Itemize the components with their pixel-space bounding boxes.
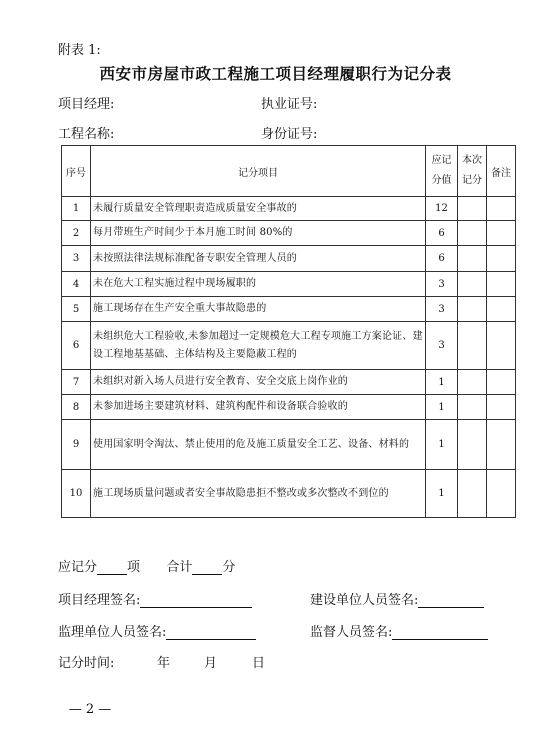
row-item: 施工现场质量问题或者安全事故隐患拒不整改或多次整改不到位的 [91, 470, 426, 518]
row-score: 12 [426, 197, 458, 221]
month-label: 月 [204, 656, 218, 671]
table-row [62, 272, 516, 297]
items-unit: 项 [127, 560, 141, 575]
inspector-signature-line [310, 621, 488, 640]
row-number: 3 [62, 246, 91, 272]
pm-signature-field[interactable] [140, 593, 252, 608]
table-row [62, 297, 516, 322]
project-manager-label: 项目经理: [58, 97, 115, 112]
row-score: 1 [426, 420, 458, 470]
should-score-label: 应记分 [58, 560, 98, 575]
day-label: 日 [252, 656, 266, 671]
row-remark[interactable] [487, 322, 516, 370]
row-remark[interactable] [487, 221, 516, 246]
pm-signature-label: 项目经理签名: [58, 593, 141, 608]
row-score: 6 [426, 221, 458, 246]
row-item: 未在危大工程实施过程中现场履职的 [91, 272, 426, 297]
row-item: 施工现场存在生产安全重大事故隐患的 [91, 297, 426, 322]
table-row [62, 221, 516, 246]
header-current-line1: 本次 [462, 155, 482, 166]
row-number: 9 [62, 420, 91, 470]
supervision-signature-field[interactable] [166, 625, 256, 640]
owner-signature-label: 建设单位人员签名: [310, 593, 419, 608]
row-current-score[interactable] [458, 221, 487, 246]
table-row [62, 370, 516, 395]
row-current-score[interactable] [458, 370, 487, 395]
row-remark[interactable] [487, 395, 516, 420]
row-item: 未按照法律法规标准配备专职安全管理人员的 [91, 246, 426, 272]
table-row [62, 395, 516, 420]
row-current-score[interactable] [458, 297, 487, 322]
row-current-score[interactable] [458, 420, 487, 470]
row-number: 5 [62, 297, 91, 322]
row-item: 未组织危大工程验收,未参加超过一定规模危大工程专项施工方案论证、建设工程地基基础、主体结构及主要隐蔽工程的 [91, 322, 426, 370]
row-item: 未参加进场主要建筑材料、建筑构配件和设备联合验收的 [91, 395, 426, 420]
item-count-field[interactable] [97, 560, 127, 575]
row-item: 未履行质量安全管理职责造成质量安全事故的 [91, 197, 426, 221]
row-score: 6 [426, 246, 458, 272]
row-current-score[interactable] [458, 470, 487, 518]
header-number: 序号 [62, 146, 91, 197]
row-item: 使用国家明令淘汰、禁止使用的危及施工质量安全工艺、设备、材料的 [91, 420, 426, 470]
total-label: 合计 [166, 560, 193, 575]
project-name-label: 工程名称: [58, 127, 115, 142]
table-row [62, 197, 516, 221]
row-score: 1 [426, 470, 458, 518]
row-current-score[interactable] [458, 197, 487, 221]
header-score [426, 146, 458, 197]
row-current-score[interactable] [458, 272, 487, 297]
row-item: 每月带班生产时间少于本月施工时间 80%的 [91, 221, 426, 246]
row-current-score[interactable] [458, 395, 487, 420]
row-number: 1 [62, 197, 91, 221]
table-row [62, 420, 516, 470]
scoring-time-label: 记分时间: [58, 656, 115, 671]
id-number-label: 身份证号: [261, 127, 318, 142]
row-number: 10 [62, 470, 91, 518]
row-score: 1 [426, 370, 458, 395]
row-remark[interactable] [487, 470, 516, 518]
pm-signature-line [58, 589, 252, 608]
owner-signature-line [310, 589, 484, 608]
points-unit: 分 [222, 560, 236, 575]
row-score: 3 [426, 272, 458, 297]
row-remark[interactable] [487, 297, 516, 322]
row-score: 1 [426, 395, 458, 420]
table-row [62, 322, 516, 370]
table-row [62, 470, 516, 518]
header-score-line2: 分值 [431, 175, 452, 186]
row-remark[interactable] [487, 370, 516, 395]
header-score-line1: 应记 [431, 155, 452, 166]
document-title: 西安市房屋市政工程施工项目经理履职行为记分表 [99, 65, 452, 83]
row-number: 8 [62, 395, 91, 420]
row-current-score[interactable] [458, 322, 487, 370]
row-item: 未组织对新入场人员进行安全教育、安全交底上岗作业的 [91, 370, 426, 395]
row-number: 4 [62, 272, 91, 297]
license-number-label: 执业证号: [261, 97, 318, 112]
supervision-signature-line [58, 621, 256, 640]
row-score: 3 [426, 297, 458, 322]
row-remark[interactable] [487, 420, 516, 470]
row-score: 3 [426, 322, 458, 370]
row-number: 2 [62, 221, 91, 246]
row-remark[interactable] [487, 272, 516, 297]
header-current-line2: 记分 [462, 175, 482, 186]
appendix-label: 附表 1: [58, 43, 101, 58]
row-remark[interactable] [487, 246, 516, 272]
row-number: 6 [62, 322, 91, 370]
row-current-score[interactable] [458, 246, 487, 272]
score-summary [58, 556, 235, 575]
supervision-signature-label: 监理单位人员签名: [58, 625, 167, 640]
page-number: — 2 — [68, 702, 112, 717]
owner-signature-field[interactable] [418, 593, 484, 608]
total-points-field[interactable] [192, 560, 222, 575]
row-remark[interactable] [487, 197, 516, 221]
table-header-row [62, 146, 516, 197]
row-number: 7 [62, 370, 91, 395]
header-remark: 备注 [487, 146, 516, 197]
header-item: 记分项目 [91, 146, 426, 197]
table-row [62, 246, 516, 272]
score-table [61, 145, 516, 518]
header-current [458, 146, 487, 197]
inspector-signature-field[interactable] [392, 625, 488, 640]
year-label: 年 [157, 656, 171, 671]
inspector-signature-label: 监督人员签名: [310, 625, 393, 640]
